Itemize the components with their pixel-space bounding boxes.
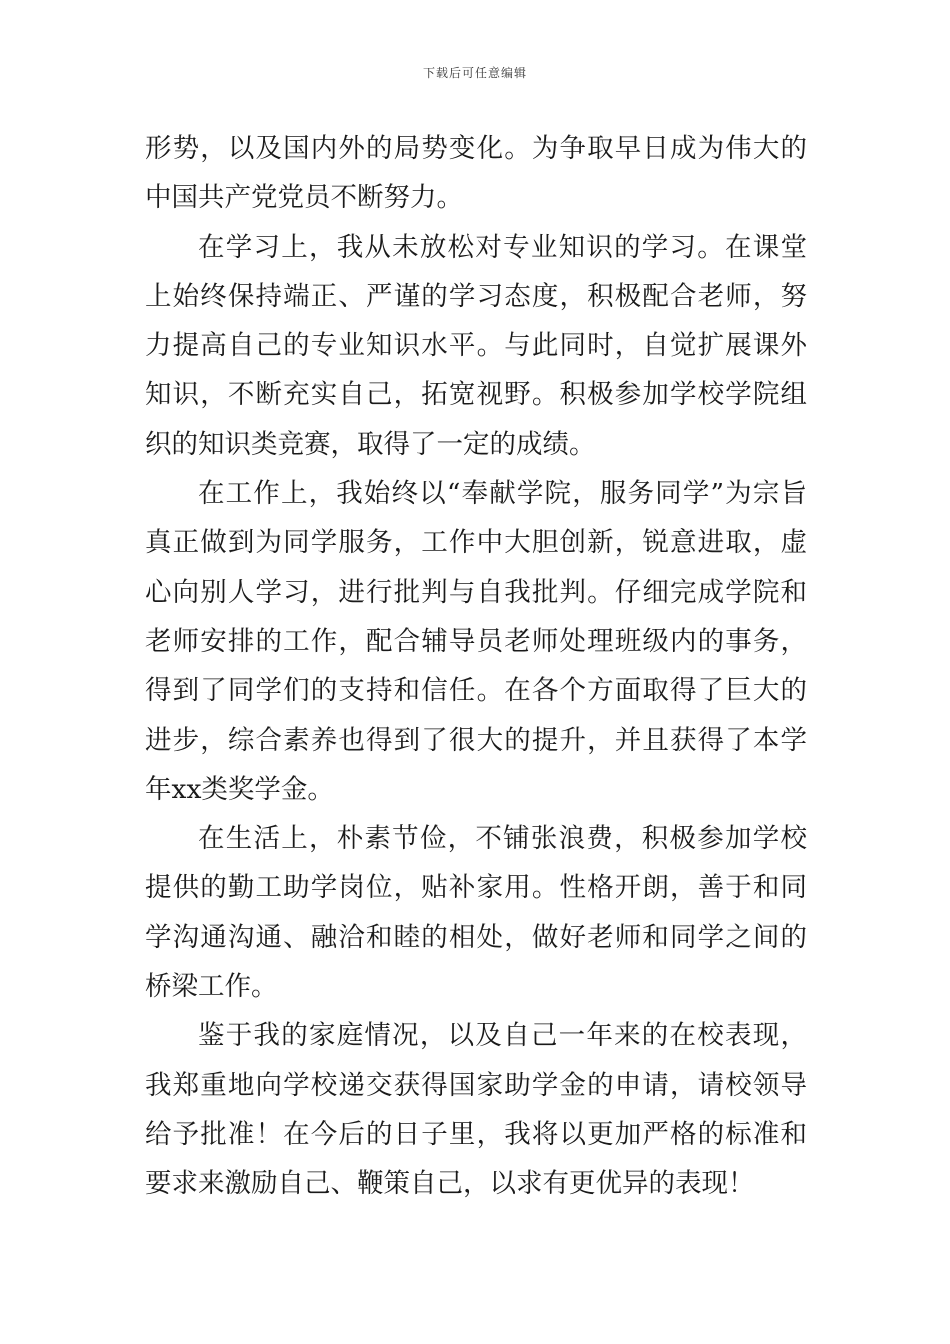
paragraph-study: 在学习上，我从未放松对专业知识的学习。在课堂上始终保持端正、严谨的学习态度，积极配合老师，努力提高自己的专业知识水平。与此同时，自觉扩展课外知识，不断充实自己，拓宽视野。积极参加学校学院组织的知识类竞赛，取得了一定的成绩。 <box>145 231 807 460</box>
document-body <box>145 124 807 1209</box>
paragraph-application: 鉴于我的家庭情况，以及自己一年来的在校表现，我郑重地向学校递交获得国家助学金的申请，请校领导给予批准！在今后的日子里，我将以更加严格的标准和要求来激励自己、鞭策自己，以求有更优异的表现！ <box>145 1020 807 1200</box>
page-header-note: 下载后可任意编辑 <box>422 66 527 80</box>
paragraph-work: 在工作上，我始终以“奉献学院，服务同学”为宗旨真正做到为同学服务，工作中大胆创新，锐意进取，虚心向别人学习，进行批判与自我批判。仔细完成学院和老师安排的工作，配合辅导员老师处理班级内的事务，得到了同学们的支持和信任。在各个方面取得了巨大的进步，综合素养也得到了很大的提升，并且获得了本学年xx类奖学金。 <box>145 478 807 805</box>
paragraph-continuation: 形势，以及国内外的局势变化。为争取早日成为伟大的中国共产党党员不断努力。 <box>145 133 807 214</box>
paragraph-life: 在生活上，朴素节俭，不铺张浪费，积极参加学校提供的勤工助学岗位，贴补家用。性格开朗，善于和同学沟通沟通、融洽和睦的相处，做好老师和同学之间的桥梁工作。 <box>145 823 807 1003</box>
